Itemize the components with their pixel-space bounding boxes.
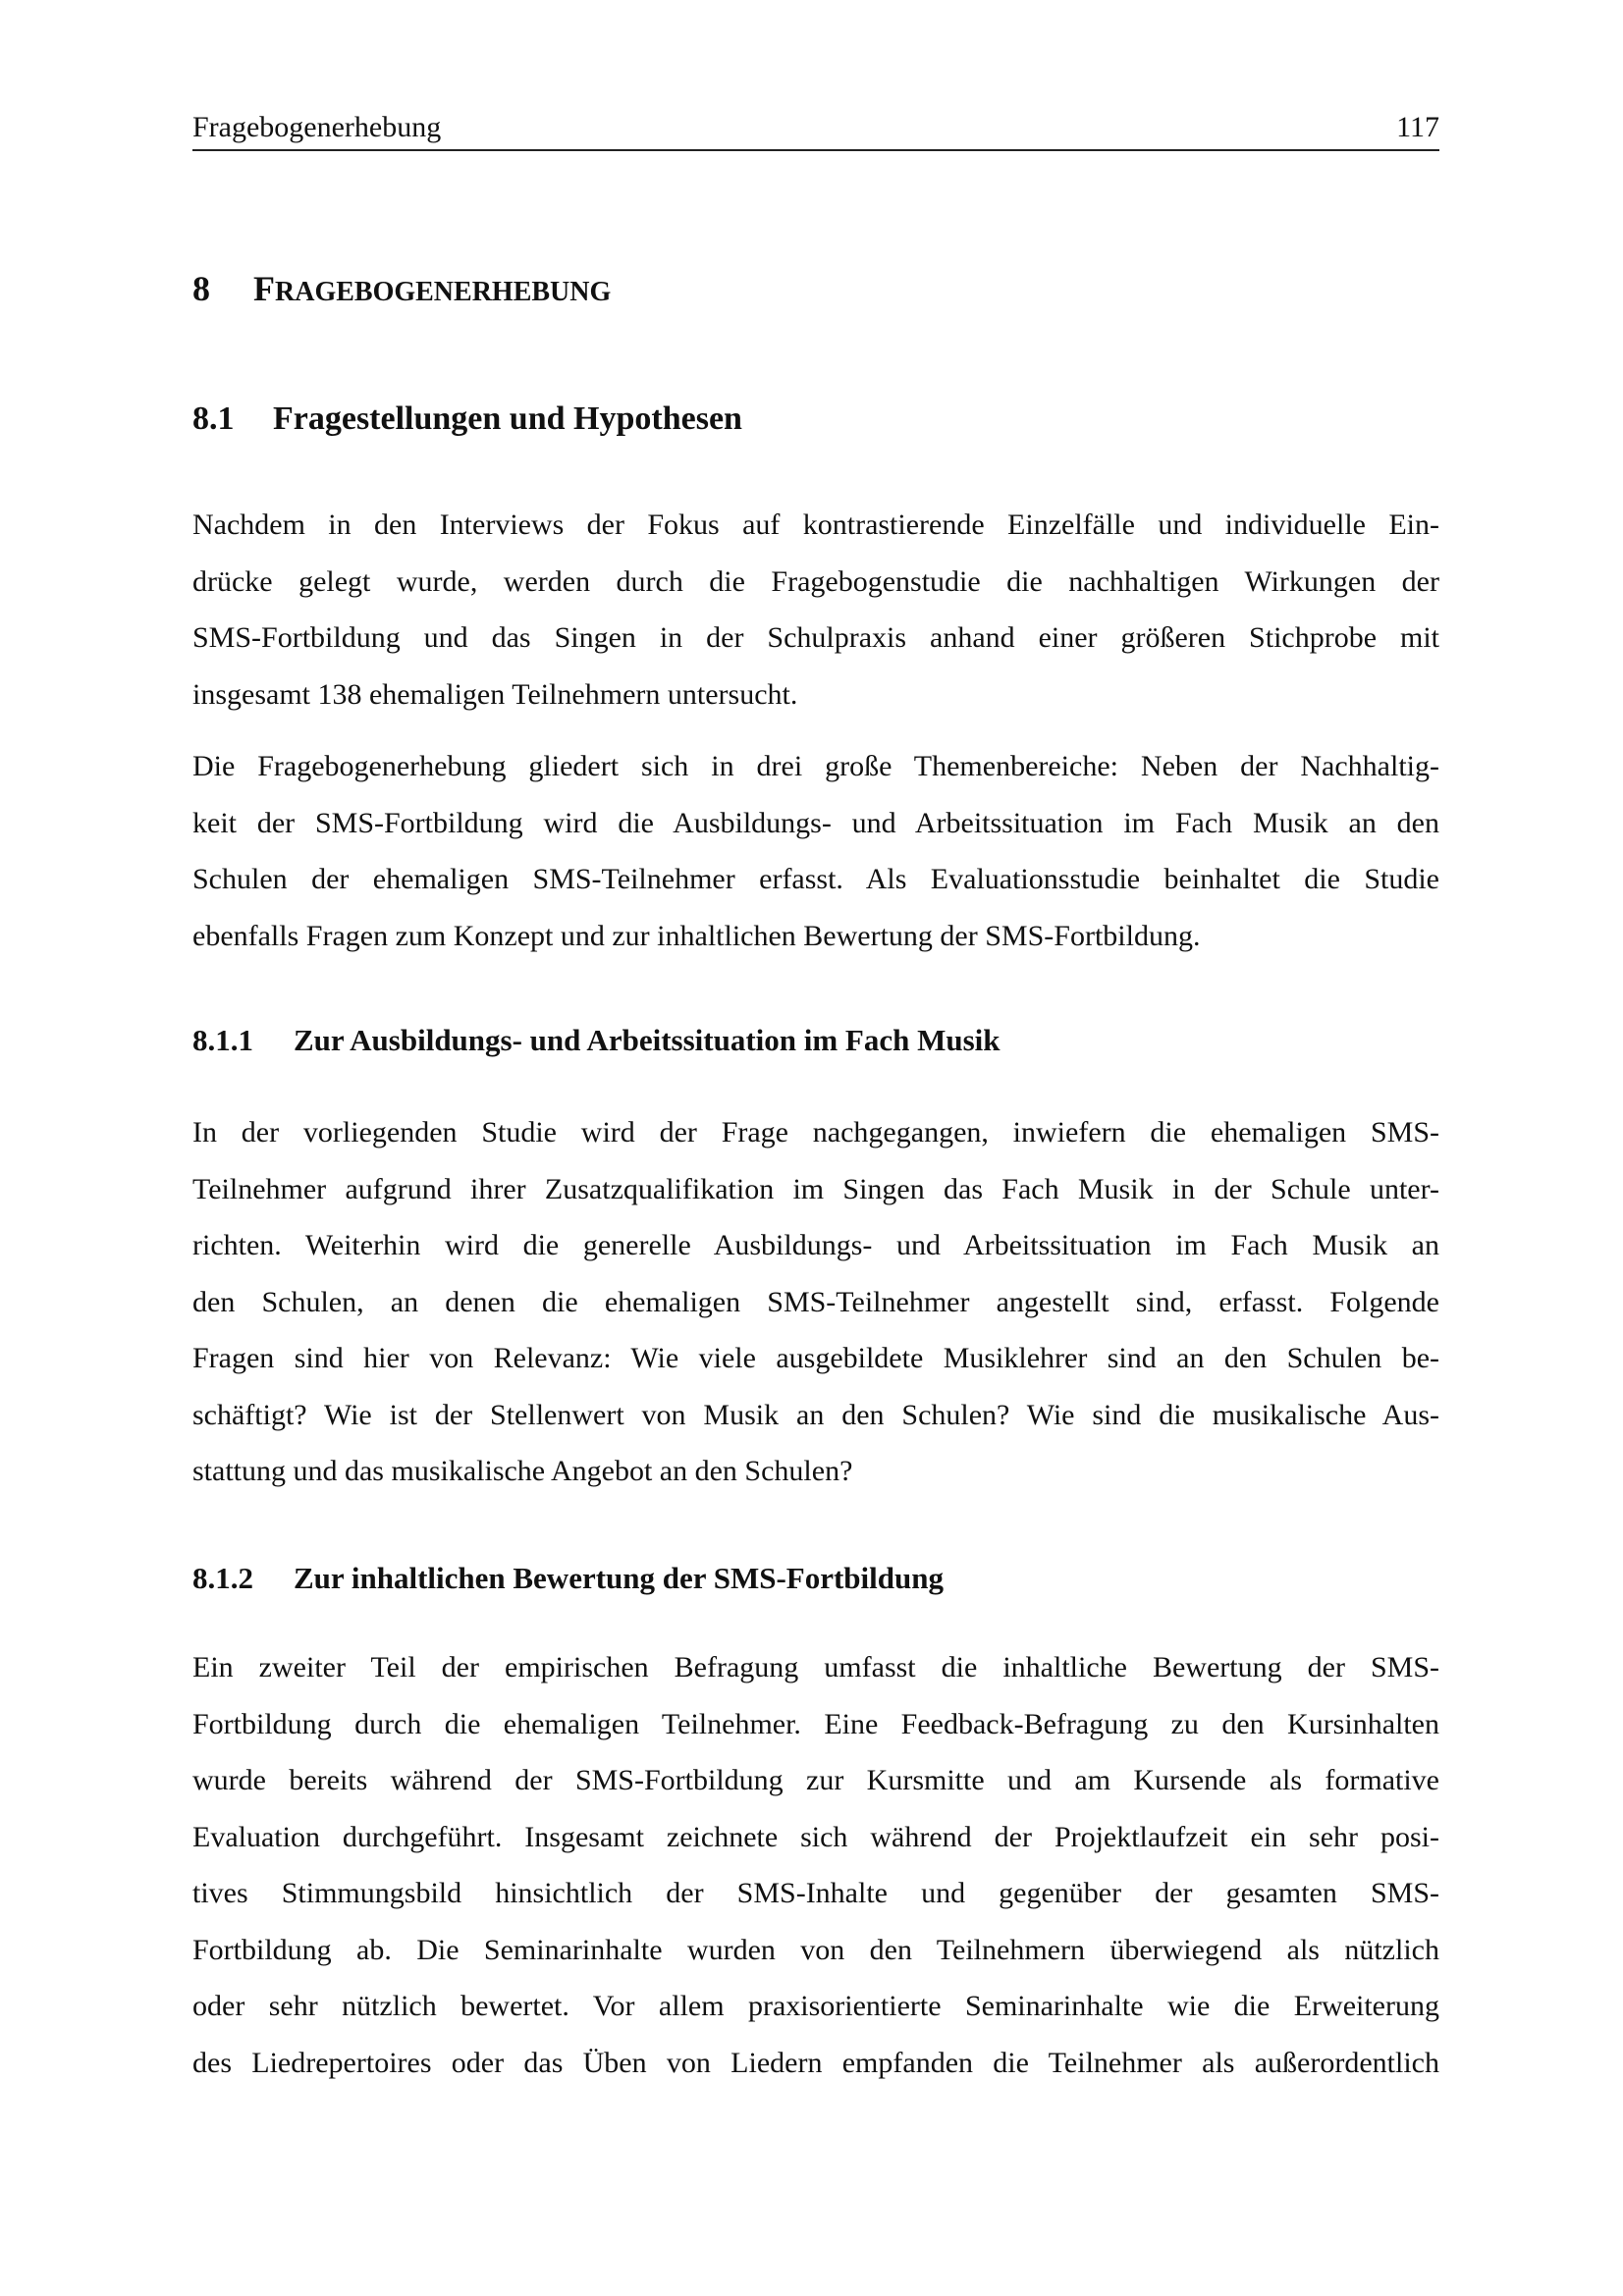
text-line: tives Stimmungsbild hinsichtlich der SMS-Inhalte und gegenüber der gesamten SMS- — [192, 1877, 1439, 1909]
text-line: schäftigt? Wie ist der Stellenwert von Musik an den Schulen? Wie sind die musikalische Aus- — [192, 1398, 1439, 1431]
text-line: insgesamt 138 ehemaligen Teilnehmern untersucht. — [192, 677, 798, 711]
text-line: Fragen sind hier von Relevanz: Wie viele ausgebildete Musiklehrer sind an den Schulen be- — [192, 1342, 1439, 1374]
chapter-heading — [192, 265, 611, 316]
text-line: stattung und das musikalische Angebot an den Schulen? — [192, 1455, 853, 1487]
text-line: richten. Weiterhin wird die generelle Ausbildungs- und Arbeitssituation im Fach Musik an — [192, 1229, 1439, 1261]
chapter-title-rest: RAGEBOGENERHEBUNG — [275, 277, 612, 307]
text-line: ebenfalls Fragen zum Konzept und zur inhaltlichen Bewertung der SMS-Fortbildung. — [192, 919, 1201, 952]
paragraph-3 — [192, 1104, 1439, 1500]
paragraph-1 — [192, 497, 1439, 722]
running-header — [192, 106, 1439, 151]
text-line: Teilnehmer aufgrund ihrer Zusatzqualifikation im Singen das Fach Musik in der Schule unter- — [192, 1172, 1439, 1205]
subsection-heading-2 — [192, 1557, 944, 1600]
text-line: keit der SMS-Fortbildung wird die Ausbildungs- und Arbeitssituation im Fach Musik an den — [192, 806, 1439, 839]
text-line: oder sehr nützlich bewertet. Vor allem praxisorientierte Seminarinhalte wie die Erweiterung — [192, 1990, 1439, 2022]
chapter-number: 8 — [192, 269, 210, 308]
text-line: In der vorliegenden Studie wird der Frage nachgegangen, inwiefern die ehemaligen SMS- — [192, 1116, 1439, 1148]
text-line: Nachdem in den Interviews der Fokus auf kontrastierende Einzelfälle und individuelle Ein- — [192, 508, 1439, 541]
section-title: Fragestellungen und Hypothesen — [273, 400, 742, 437]
text-line: SMS-Fortbildung und das Singen in der Schulpraxis anhand einer größeren Stichprobe mit — [192, 621, 1439, 654]
text-line: Die Fragebogenerhebung gliedert sich in drei große Themenbereiche: Neben der Nachhaltig- — [192, 750, 1439, 782]
text-line: drücke gelegt wurde, werden durch die Fragebogenstudie die nachhaltigen Wirkungen der — [192, 564, 1439, 598]
subsection-number: 8.1.1 — [192, 1023, 253, 1057]
section-number: 8.1 — [192, 400, 235, 437]
text-line: den Schulen, an denen die ehemaligen SMS-Teilnehmer angestellt sind, erfasst. Folgende — [192, 1285, 1439, 1318]
paragraph-2 — [192, 738, 1439, 964]
subsection-heading-1 — [192, 1019, 1001, 1062]
section-heading — [192, 396, 742, 443]
subsection-number: 8.1.2 — [192, 1561, 253, 1595]
text-line: des Liedrepertoires oder das Üben von Liedern empfanden die Teilnehmer als außerordentlich — [192, 2046, 1439, 2079]
text-line: Fortbildung durch die ehemaligen Teilnehmer. Eine Feedback-Befragung zu den Kursinhalten — [192, 1707, 1439, 1740]
running-title: Fragebogenerhebung — [192, 111, 442, 143]
paragraph-4 — [192, 1639, 1439, 2091]
subsection-title: Zur Ausbildungs- und Arbeitssituation im Fach Musik — [294, 1023, 1001, 1057]
page-number: 117 — [1396, 111, 1439, 143]
subsection-title: Zur inhaltlichen Bewertung der SMS-Fortbildung — [294, 1561, 944, 1595]
text-line: Evaluation durchgeführt. Insgesamt zeichnete sich während der Projektlaufzeit ein sehr posi- — [192, 1820, 1439, 1853]
text-line: Fortbildung ab. Die Seminarinhalte wurden von den Teilnehmern überwiegend als nützlich — [192, 1933, 1439, 1966]
text-line: wurde bereits während der SMS-Fortbildung zur Kursmitte und am Kursende als formative — [192, 1764, 1439, 1796]
text-line: Schulen der ehemaligen SMS-Teilnehmer erfasst. Als Evaluationsstudie beinhaltet die Studie — [192, 863, 1439, 895]
text-line: Ein zweiter Teil der empirischen Befragung umfasst die inhaltliche Bewertung der SMS- — [192, 1651, 1439, 1683]
chapter-title-initial: F — [253, 269, 275, 308]
